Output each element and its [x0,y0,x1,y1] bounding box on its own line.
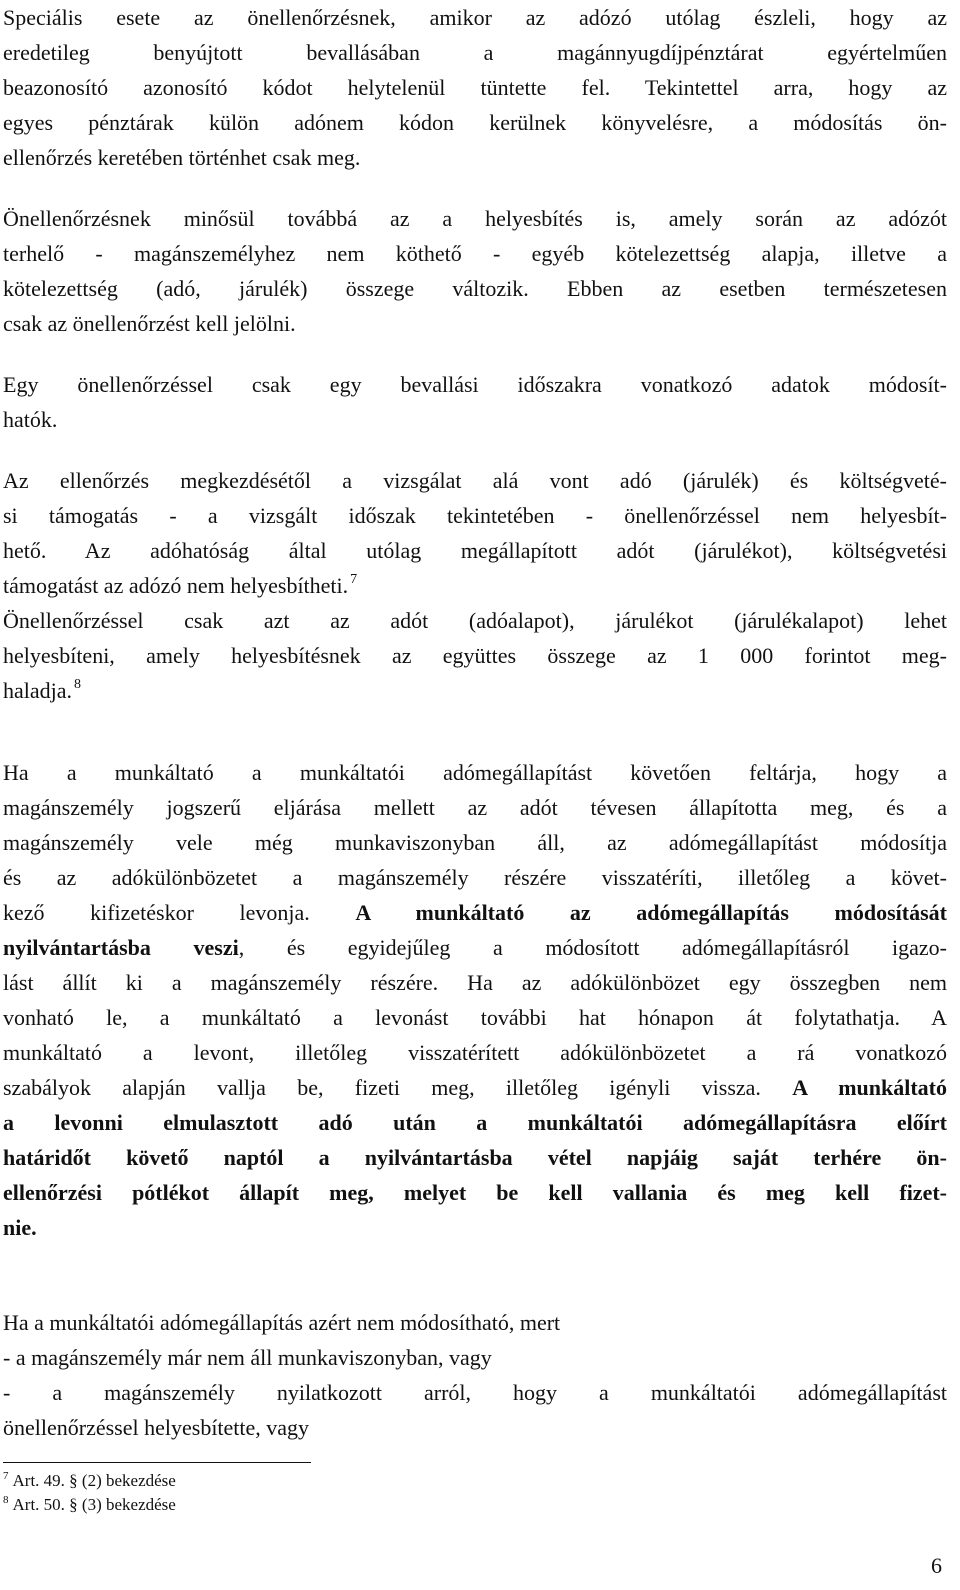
text-line: kötelezettség (adó, járulék) összege változik. Ebben az esetben természetesen [3,276,947,301]
bold-text: A munkáltató az adómegállapítás módosítását [355,900,947,925]
text-line: lást állít ki a magánszemély részére. Ha az adókülönbözet egy összegben nem [3,970,947,995]
bold-text: A munkáltató [792,1075,947,1100]
text-segment: támogatást az adózó nem helyesbítheti. [3,573,349,598]
text-line: si támogatás - a vizsgált időszak tekintetében - önellenőrzéssel nem helyesbít- [3,503,947,528]
footnote-7 [3,1470,176,1492]
text-line: Önellenőrzéssel csak azt az adót (adóalapot), járulékot (járulékalapot) lehet [3,608,947,633]
footnote-separator [3,1462,311,1463]
text-line [3,1175,947,1210]
text-line: magánszemély vele még munkaviszonyban áll, az adómegállapítást módosítja [3,830,947,855]
text-line: egyes pénztárak külön adónem kódon kerülnek könyvelésre, a módosítás ön- [3,110,947,135]
text-line: vonható le, a munkáltató a levonást további hat hónapon át folytathatja. A [3,1005,947,1030]
text-line: terhelő - magánszemélyhez nem köthető - egyéb kötelezettség alapja, illetve a [3,241,947,266]
text-line [3,1105,947,1140]
text-line [3,930,947,965]
text-segment: kező kifizetéskor levonja. [3,900,310,925]
text-line: - a magánszemély nyilatkozott arról, hogy a munkáltatói adómegállapítást [3,1380,947,1405]
footnote-text: Art. 49. § (2) bekezdése [12,1471,176,1490]
text-line: Ha a munkáltató a munkáltatói adómegállapítást követően feltárja, hogy a [3,760,947,785]
paragraph-3 [3,367,947,437]
text-line [3,673,947,708]
bold-text: határidőt követő naptól a nyilvántartásba vétel napjáig saját terhére ön- [3,1145,947,1170]
bold-text: nyilvántartásba veszi [3,935,239,960]
paragraph-2 [3,201,947,341]
paragraph-4 [3,463,947,708]
text-line: hető. Az adóhatóság által utólag megállapított adót (járulékot), költségvetési [3,538,947,563]
text-line: önellenőrzéssel helyesbítette, vagy [3,1415,310,1440]
text-line: eredetileg benyújtott bevallásában a magánnyugdíjpénztárat egyértelműen [3,40,947,65]
footnote-ref-8[interactable]: 8 [74,677,82,692]
text-line: Ha a munkáltatói adómegállapítás azért nem módosítható, mert [3,1310,561,1335]
footnote-text: Art. 50. § (3) bekezdése [12,1495,176,1514]
text-line: és az adókülönbözetet a magánszemély részére visszatéríti, illetőleg a követ- [3,865,947,890]
text-line: Egy önellenőrzéssel csak egy bevallási időszakra vonatkozó adatok módosít- [3,372,947,397]
text-line: Az ellenőrzés megkezdésétől a vizsgálat alá vont adó (járulék) és költségveté- [3,468,947,493]
text-line [3,568,947,603]
footnote-mark: 8 [3,1494,9,1506]
text-line: Speciális esete az önellenőrzésnek, amikor az adózó utólag észleli, hogy az [3,5,947,30]
bold-text: ellenőrzési pótlékot állapít meg, melyet be kell vallania és meg kell fizet- [3,1180,947,1205]
footnote-mark: 7 [3,1470,9,1482]
text-segment: haladja. [3,678,73,703]
text-line: - a magánszemély már nem áll munkaviszonyban, vagy [3,1345,492,1370]
text-line [3,1210,947,1245]
text-segment: , és egyidejűleg a módosított adómegállapításról igazo- [238,935,947,960]
paragraph-6 [3,1305,947,1445]
text-line: munkáltató a levont, illetőleg visszatérített adókülönbözetet a rá vonatkozó [3,1040,947,1065]
text-line: magánszemély jogszerű eljárása mellett az adót tévesen állapította meg, és a [3,795,947,820]
text-line [3,1070,947,1105]
text-line [3,895,947,930]
paragraph-5 [3,755,947,1245]
paragraph-1 [3,0,947,175]
page-number: 6 [931,1553,942,1578]
text-line: ellenőrzés keretében történhet csak meg. [3,145,361,170]
text-line: helyesbíteni, amely helyesbítésnek az együttes összege az 1 000 forintot meg- [3,643,947,668]
footnote-8 [3,1494,176,1516]
bold-text: a levonni elmulasztott adó után a munkáltatói adómegállapításra előírt [3,1110,947,1135]
text-line [3,1140,947,1175]
text-line: csak az önellenőrzést kell jelölni. [3,311,296,336]
bold-text: nie. [3,1215,37,1240]
text-line: Önellenőrzésnek minősül továbbá az a helyesbítés is, amely során az adózót [3,206,947,231]
text-segment: szabályok alapján vallja be, fizeti meg, illetőleg igényli vissza. [3,1075,761,1100]
footnote-ref-7[interactable]: 7 [350,572,358,587]
text-line: beazonosító azonosító kódot helytelenül tüntette fel. Tekintettel arra, hogy az [3,75,947,100]
text-line: hatók. [3,407,58,432]
